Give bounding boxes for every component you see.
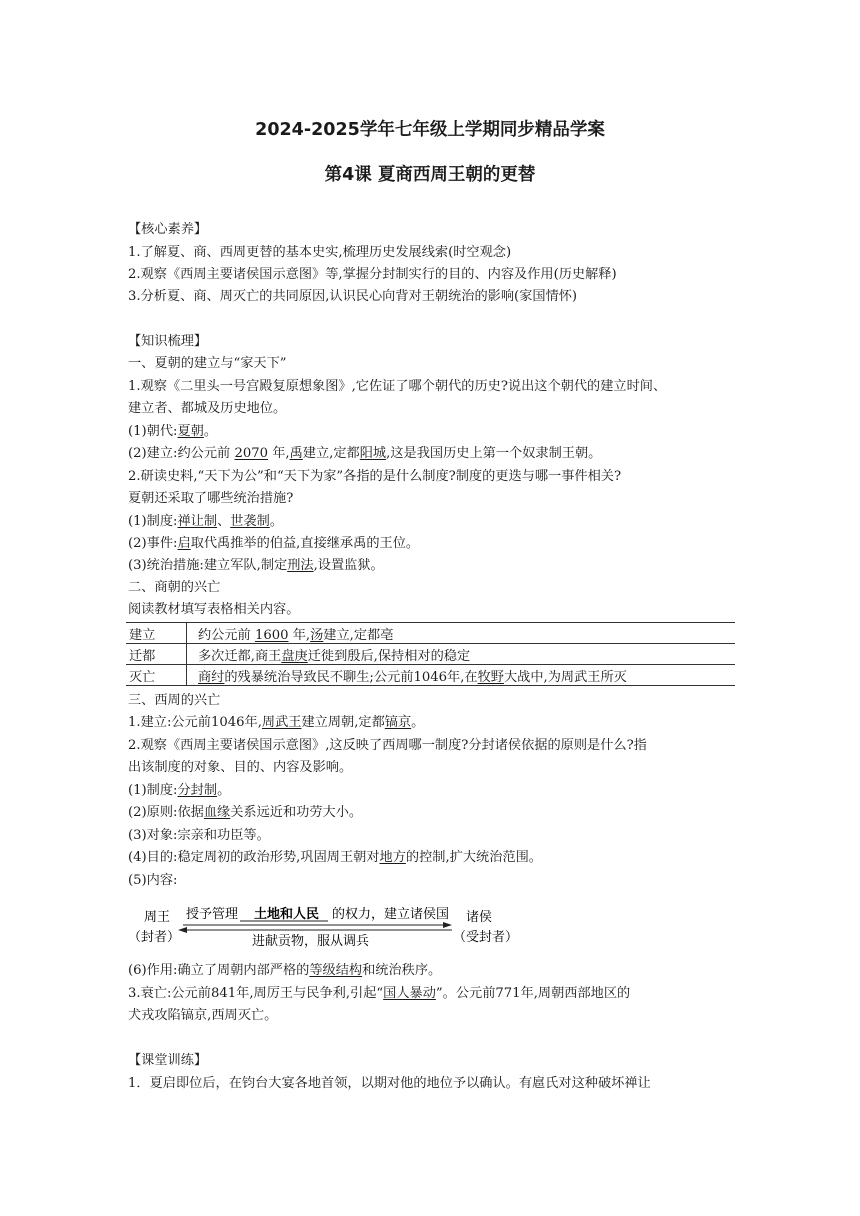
- text: (3)统治措施:建立军队,制定: [128, 558, 288, 573]
- core-item-1: 1.了解夏、商、西周更替的基本史实,梳理历史发展线索(时空观念): [128, 245, 512, 260]
- answer-1600: 1600: [254, 627, 289, 643]
- diagram-left-bottom: （封者）: [128, 930, 181, 945]
- label: (1)朝代:: [128, 424, 178, 439]
- text: 1.建立:公元前1046年,: [128, 715, 262, 730]
- table-row: [126, 623, 735, 644]
- core-item-2: 2.观察《西周主要诸侯国示意图》等,掌握分封制实行的目的、内容及作用(历史解释): [128, 267, 617, 282]
- core-item-3: 3.分析夏、商、周灭亡的共同原因,认识民心向背对王朝统治的影响(家国情怀): [128, 289, 578, 304]
- diagram-right-bottom: （受封者）: [453, 930, 519, 945]
- text: (4)目的:稳定周初的政治形势,巩固周王朝对: [128, 850, 380, 865]
- text: 和统治秩序。: [362, 963, 442, 978]
- practice-heading: 【课堂训练】: [128, 1053, 208, 1068]
- answer-haojing: 镐京: [384, 715, 412, 730]
- diagram-top-answer: 土地和人民: [254, 907, 320, 922]
- s3-question-2-line-1: 2.观察《西周主要诸侯国示意图》,这反映了西周哪一制度?分封诸侯依据的原则是什么?指: [128, 738, 647, 753]
- answer-local: 地方: [379, 850, 406, 865]
- answer-riot: 国人暴动: [383, 986, 436, 1001]
- s3-object-line: (3)对象:宗亲和功臣等。: [128, 828, 270, 843]
- diagram-bottom-label: 进献贡物，服从调兵: [252, 934, 370, 949]
- answer-king-wu: 周武王: [261, 715, 302, 730]
- answer-hereditary: 世袭制: [230, 514, 270, 529]
- label: (1)制度:: [128, 514, 178, 529]
- s3-question-2-line-2: 出该制度的对象、目的、内容及影响。: [128, 760, 353, 775]
- s1-question-1-line-2: 建立者、都城及历史地位。: [128, 401, 287, 416]
- answer-hierarchy: 等级结构: [309, 963, 363, 978]
- text: (2)建立:约公元前: [128, 446, 231, 461]
- s3-aim-line: [128, 849, 542, 867]
- row-content-founding: [187, 623, 736, 644]
- s3-content-label: (5)内容:: [128, 873, 178, 888]
- answer-founder: 禹: [289, 446, 303, 461]
- row-content-relocation: [187, 644, 736, 665]
- diagram-top-pre: 授予管理: [186, 907, 239, 922]
- text: 取代禹推举的伯益,直接继承禹的王位。: [190, 536, 420, 551]
- diagram-right-top: 诸侯: [466, 910, 493, 925]
- punct: 。: [269, 514, 283, 529]
- text: ,设置监狱。: [313, 558, 384, 573]
- answer-capital: 阳城: [359, 446, 387, 461]
- knowledge-heading: 【知识梳理】: [128, 334, 208, 349]
- answer-tang: 汤: [310, 627, 324, 643]
- answer-qi: 启: [177, 536, 191, 551]
- s1-establish-line: [128, 445, 601, 463]
- text: 约公元前: [198, 627, 251, 643]
- punct: 。: [217, 783, 231, 798]
- label: (1)制度:: [128, 783, 178, 798]
- text: 建立周朝,定都: [301, 715, 385, 730]
- s3-establish-line: [128, 714, 424, 732]
- s3-effect-line: [128, 962, 441, 980]
- text: 多次迁都,商王: [198, 648, 282, 664]
- answer-year: 2070: [234, 446, 269, 461]
- text: 的残暴统治导致民不聊生;公元前1046年,在: [224, 669, 478, 685]
- s1-question-2-line-2: 夏朝还采取了哪些统治措施?: [128, 491, 294, 506]
- answer-feudal-system: 分封制: [177, 783, 218, 798]
- text: 大战中,为周武王所灭: [503, 669, 627, 685]
- answer-abdication: 禅让制: [177, 514, 218, 529]
- s1-rule-line: [128, 557, 384, 575]
- row-content-fall: [187, 665, 736, 686]
- text: 年,: [292, 627, 311, 643]
- punct: 。: [411, 715, 425, 730]
- row-label-relocation: 迁都: [126, 644, 187, 665]
- diagram-left-top: 周王: [144, 910, 171, 925]
- section-2-title: 二、商朝的兴亡: [128, 580, 221, 595]
- s3-decline-line-1: [128, 985, 630, 1003]
- text: 建立,定都: [302, 446, 360, 461]
- table-row: [126, 644, 735, 665]
- row-label-fall: 灭亡: [126, 665, 187, 686]
- text: ,这是我国历史上第一个奴隶制王朝。: [386, 446, 602, 461]
- answer-pangeng: 盘庚: [281, 648, 308, 664]
- s3-system-line: [128, 782, 230, 800]
- text: 年,: [272, 446, 290, 461]
- s1-question-1-line-1: 1.观察《二里头一号宫殿复原想象图》,它佐证了哪个朝代的历史?说出这个朝代的建立时间、: [128, 379, 667, 394]
- punct: 、: [217, 514, 231, 529]
- lesson-title: 第4课 夏商西周王朝的更替: [324, 165, 536, 185]
- shang-table: [126, 622, 735, 686]
- s3-decline-line-2: 犬戎攻陷镐京,西周灭亡。: [128, 1008, 278, 1023]
- row-label-founding: 建立: [126, 623, 187, 644]
- label: (2)事件:: [128, 536, 178, 551]
- text: (6)作用:确立了周朝内部严格的: [128, 963, 310, 978]
- section-3-title: 三、西周的兴亡: [128, 693, 221, 708]
- text: 建立,定都亳: [323, 627, 394, 643]
- diagram-top-post: 的权力，建立诸侯国: [332, 907, 450, 922]
- answer-penal-law: 刑法: [287, 558, 314, 573]
- s1-question-2-line-1: 2.研读史料,“天下为公”和“天下为家”各指的是什么制度?制度的更迭与哪一事件相关?: [128, 469, 622, 484]
- s1-system-line: [128, 513, 283, 531]
- core-heading: 【核心素养】: [128, 222, 208, 237]
- answer-dynasty: 夏朝: [177, 424, 204, 439]
- s1-dynasty-line: [128, 423, 217, 441]
- text: 关系远近和功劳大小。: [230, 805, 363, 820]
- practice-question-1: 1．夏启即位后，在钧台大宴各地首领，以期对他的地位予以确认。有扈氏对这种破坏禅让: [128, 1076, 651, 1091]
- document-title: 2024-2025学年七年级上学期同步精品学案: [255, 120, 605, 140]
- text: (2)原则:依据: [128, 805, 204, 820]
- text: 3.衰亡:公元前841年,周厉王与民争利,引起“: [128, 986, 384, 1001]
- s3-principle-line: [128, 804, 362, 822]
- answer-muye: 牧野: [477, 669, 504, 685]
- section-1-title: 一、夏朝的建立与“家天下”: [128, 356, 287, 371]
- feudal-diagram: [128, 904, 528, 950]
- table-row: [126, 665, 735, 686]
- s1-event-line: [128, 535, 419, 553]
- s2-intro: 阅读教材填写表格相关内容。: [128, 602, 300, 617]
- answer-blood: 血缘: [203, 805, 231, 820]
- text: 迁徙到殷后,保持相对的稳定: [307, 648, 471, 664]
- punct: 。: [203, 424, 218, 439]
- text: 的控制,扩大统治范围。: [405, 850, 542, 865]
- arrow-right-icon: [443, 922, 452, 928]
- answer-shangzhou: 商纣: [198, 669, 225, 685]
- text: ”。公元前771年,周朝西部地区的: [435, 986, 631, 1001]
